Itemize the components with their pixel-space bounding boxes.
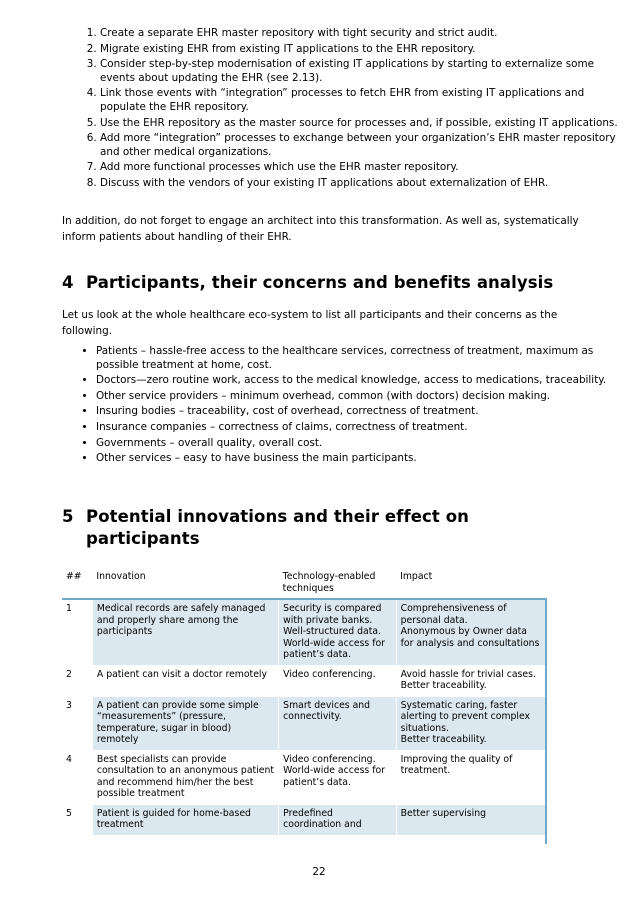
list-item: • Doctors—zero routine work, access to the medical knowledge, access to medications, traceability. — [96, 374, 616, 388]
table-row — [62, 696, 546, 750]
column-header: Technology-enabled techniques — [282, 571, 376, 594]
addition-paragraph: In addition, do not forget to engage an architect into this transformation. As well as, systematically inform patients about handling of their EHR. — [62, 215, 579, 243]
row-number-cell: 2 — [66, 668, 72, 680]
list-item: 3. Consider step-by-step modernisation of existing IT applications by starting to externalize some events about updating the EHR (see 2.13). — [100, 58, 620, 85]
row-number-cell: 5 — [66, 807, 72, 819]
list-item: • Other services – easy to have business the main participants. — [96, 452, 616, 466]
list-item: 4. Link those events with “integration” processes to fetch EHR from existing IT applications and populate the EHR repository. — [100, 87, 620, 114]
technology-cell: Video conferencing. — [279, 665, 396, 696]
list-item: 6. Add more “integration” processes to exchange between your organization’s EHR master repository and other medical organizations. — [100, 132, 620, 159]
list-item: 1. Create a separate EHR master repository with tight security and strict audit. — [100, 27, 620, 41]
table-row — [62, 750, 546, 804]
impact-cell: Avoid hassle for trivial cases. Better traceability. — [396, 665, 546, 696]
section-title-continued: participants — [86, 529, 200, 548]
technology-cell: Security is compared with private banks. Well-structured data. World-wide access for patient’s data. — [279, 599, 396, 665]
innovation-cell: Patient is guided for home-based treatment — [92, 804, 278, 835]
row-number-cell: 1 — [66, 603, 72, 614]
section-4-intro: Let us look at the whole healthcare eco-system to list all participants and their concerns as the following. — [62, 309, 558, 337]
page-number: 22 — [312, 866, 326, 878]
table-row — [62, 804, 546, 835]
impact-cell: Improving the quality of treatment. — [396, 750, 546, 804]
section-title: Potential innovations and their effect on — [86, 507, 470, 526]
list-item: • Governments – overall quality, overall cost. — [96, 437, 616, 451]
innovation-cell: A patient can visit a doctor remotely — [92, 665, 278, 696]
section-title: Participants, their concerns and benefits analysis — [86, 273, 554, 292]
list-item: • Other service providers – minimum overhead, common (with doctors) decision making. — [96, 390, 616, 404]
impact-cell: Systematic caring, faster alerting to prevent complex situations. Better traceability. — [396, 696, 546, 750]
list-item: 2. Migrate existing EHR from existing IT applications to the EHR repository. — [100, 43, 620, 57]
innovation-cell: Medical records are safely managed and properly share among the participants — [92, 599, 278, 665]
innovation-cell: Best specialists can provide consultation to an anonymous patient and recommend him/her the best possible treatment — [92, 750, 278, 804]
section-4-heading — [62, 272, 553, 294]
section-number: 5 — [62, 507, 74, 526]
column-header: ## — [66, 571, 82, 582]
numbered-steps-list — [62, 27, 620, 193]
list-item: 7. Add more functional processes which use the EHR master repository. — [100, 161, 620, 175]
section-5-heading — [62, 506, 469, 550]
participants-bullet-list — [62, 345, 616, 468]
section-number: 4 — [62, 273, 74, 292]
row-number-cell: 4 — [66, 753, 72, 765]
table-row — [62, 599, 546, 665]
column-header: Innovation — [96, 571, 146, 582]
impact-cell: Better supervising — [396, 804, 546, 835]
innovation-cell: A patient can provide some simple “measurements” (pressure, temperature, sugar in blood) remotely — [92, 696, 278, 750]
table-right-border — [545, 598, 547, 844]
innovations-table — [62, 568, 546, 836]
list-item: • Insurance companies – correctness of claims, correctness of treatment. — [96, 421, 616, 435]
impact-cell: Comprehensiveness of personal data. Anonymous by Owner data for analysis and consultations — [396, 599, 546, 665]
list-item: 5. Use the EHR repository as the master source for processes and, if possible, existing IT applications. — [100, 117, 620, 131]
list-item: • Patients – hassle-free access to the healthcare services, correctness of treatment, maximum as possible treatment at home, cost. — [96, 345, 616, 372]
table-header-row — [62, 568, 546, 599]
technology-cell: Predefined coordination and — [279, 804, 396, 835]
list-item: 8. Discuss with the vendors of your existing IT applications about externalization of EHR. — [100, 177, 620, 191]
table-body — [62, 599, 546, 835]
technology-cell: Video conferencing. World-wide access for patient’s data. — [279, 750, 396, 804]
list-item: • Insuring bodies – traceability, cost of overhead, correctness of treatment. — [96, 405, 616, 419]
column-header: Impact — [400, 571, 433, 582]
technology-cell: Smart devices and connectivity. — [279, 696, 396, 750]
row-number-cell: 3 — [66, 699, 72, 711]
table-row — [62, 665, 546, 696]
